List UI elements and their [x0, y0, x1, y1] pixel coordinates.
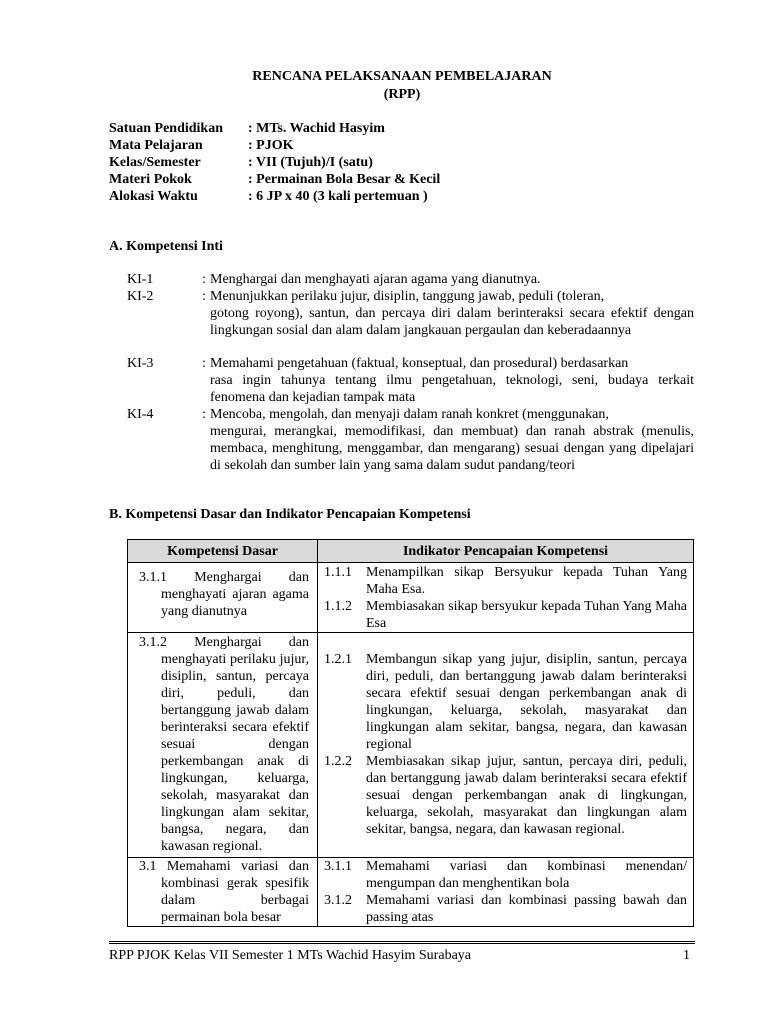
ki-code: KI-3 [127, 356, 154, 371]
ki-text-first: Mencoba, mengolah, dan menyaji dalam ranah konkret (menggunakan, [210, 407, 609, 422]
indicator-number: 3.1.2 [324, 893, 352, 908]
indicator-text: Memahami variasi dan kombinasi menendan/ mengumpan dan menghentikan bola [366, 859, 687, 891]
indicator-text: Membangun sikap yang jujur, disiplin, santun, percaya diri, peduli, dan bertanggung jawab dalam berinteraksi secara efektif sesuai dengan perkembangan anak di lingkungan, keluarga, sekolah, masyarakat dan lingkungan alam sekitar, bangsa, negara, dan kawasan regional [366, 652, 687, 752]
ki-code: KI-4 [127, 407, 154, 422]
indicator-item [318, 858, 693, 892]
kd-cell [128, 858, 318, 927]
footer-divider [109, 941, 695, 944]
indicator-item [318, 598, 693, 632]
kd-cell [128, 563, 318, 633]
page-number: 1 [683, 948, 690, 963]
indicator-cell [318, 858, 694, 927]
ki-text-first: Menunjukkan perilaku jujur, disiplin, tanggung jawab, peduli (toleran, [210, 289, 605, 304]
competency-table [127, 539, 694, 927]
ki-text-rest: gotong royong), santun, dan percaya diri dalam berinteraksi secara efektif dengan lingkungan sosial dan alam dalam jangkauan pergaulan dan keberadaannya [210, 306, 694, 338]
table-row [128, 858, 694, 927]
indicator-cell [318, 563, 694, 633]
kd-text: 3.1.1 Menghargai dan menghayati ajaran agama yang dianutnya [139, 570, 309, 619]
kd-text: 3.1 Memahami variasi dan kombinasi gerak spesifik dalam berbagai permainan bola besar [139, 859, 309, 925]
identity-label: Mata Pelajaran [109, 138, 203, 153]
ki-colon: : [202, 407, 206, 422]
indicator-text: Memahami variasi dan kombinasi passing bawah dan passing atas [366, 893, 687, 925]
identity-value: : 6 JP x 40 (3 kali pertemuan ) [248, 189, 428, 204]
section-a-heading: A. Kompetensi Inti [109, 239, 223, 254]
document-title: RENCANA PELAKSANAAN PEMBELAJARAN [252, 69, 552, 84]
ki-colon: : [202, 289, 206, 304]
indicator-item [318, 633, 693, 753]
identity-value: : VII (Tujuh)/I (satu) [248, 155, 373, 170]
identity-value: : MTs. Wachid Hasyim [248, 121, 385, 136]
identity-label: Materi Pokok [109, 172, 192, 187]
identity-label: Satuan Pendidikan [109, 121, 223, 136]
kd-text: 3.1.2 Menghargai dan menghayati perilaku jujur, disiplin, santun, percaya diri, peduli, dan bertanggung jawab dalam berinteraksi secara efektif sesuai dengan perkembangan anak di lingkungan, keluarga, sekolah, masyarakat dan lingkungan alam sekitar, bangsa, negara, dan kawasan regional. [139, 635, 309, 854]
indicator-item [318, 892, 693, 926]
table-header-row [128, 540, 694, 563]
ki-colon: : [202, 356, 206, 371]
indicator-number: 1.1.2 [324, 599, 352, 614]
ki-text-rest: rasa ingin tahunya tentang ilmu pengetahuan, teknologi, seni, budaya terkait fenomena dan kejadian tampak mata [210, 373, 694, 405]
indicator-cell [318, 633, 694, 858]
indicator-text: Membiasakan sikap bersyukur kepada Tuhan Yang Maha Esa [366, 599, 687, 631]
ki-text-first: Menghargai dan menghayati ajaran agama yang dianutnya. [210, 272, 541, 287]
indicator-number: 3.1.1 [324, 859, 352, 874]
column-header-kd: Kompetensi Dasar [128, 540, 318, 563]
identity-label: Kelas/Semester [109, 155, 201, 170]
ki-code: KI-2 [127, 289, 154, 304]
column-header-ipk: Indikator Pencapaian Kompetensi [318, 540, 694, 563]
footer-text: RPP PJOK Kelas VII Semester 1 MTs Wachid Hasyim Surabaya [109, 948, 471, 963]
table-row [128, 563, 694, 633]
identity-value: : Permainan Bola Besar & Kecil [248, 172, 441, 187]
document-subtitle: (RPP) [383, 87, 421, 102]
indicator-item [318, 563, 693, 598]
indicator-number: 1.2.1 [324, 652, 352, 667]
identity-value: : PJOK [248, 138, 294, 153]
ki-colon: : [202, 272, 206, 287]
indicator-number: 1.1.1 [324, 565, 352, 580]
section-b-heading: B. Kompetensi Dasar dan Indikator Pencapaian Kompetensi [109, 507, 471, 522]
indicator-number: 1.2.2 [324, 754, 352, 769]
indicator-text: Membiasakan sikap jujur, santun, percaya diri, peduli, dan bertanggung jawab dalam berinteraksi secara efektif sesuai dengan perkembangan anak di lingkungan, keluarga, sekolah, masyarakat dan lingkungan alam sekitar, bangsa, negara, dan kawasan regional. [366, 754, 687, 837]
identity-label: Alokasi Waktu [109, 189, 198, 204]
indicator-text: Menampilkan sikap Bersyukur kepada Tuhan Yang Maha Esa. [366, 565, 687, 597]
indicator-item [318, 753, 693, 838]
ki-text-rest: mengurai, merangkai, memodifikasi, dan membuat) dan ranah abstrak (menulis, membaca, menghitung, menggambar, dan mengarang) sesuai dengan yang dipelajari di sekolah dan sumber lain yang sama dalam sudut pandang/teori [210, 424, 694, 473]
ki-text-first: Memahami pengetahuan (faktual, konseptual, dan prosedural) berdasarkan [210, 356, 629, 371]
ki-code: KI-1 [127, 272, 154, 287]
kd-cell [128, 633, 318, 858]
table-row [128, 633, 694, 858]
